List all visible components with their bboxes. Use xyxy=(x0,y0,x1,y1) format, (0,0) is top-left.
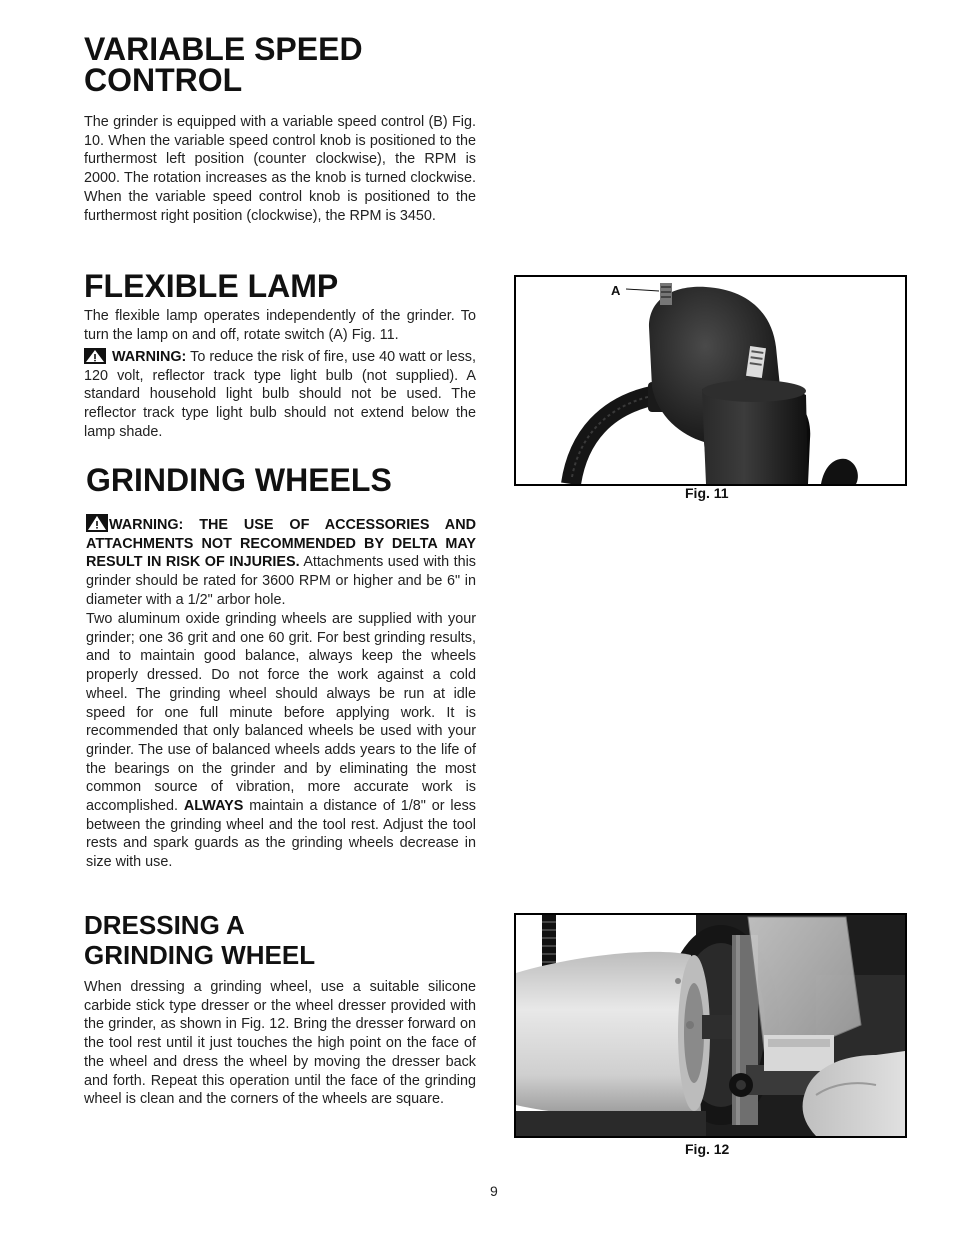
flexible-lamp-warning xyxy=(84,348,476,442)
fig11-label-a: A xyxy=(611,283,621,298)
grinding-wheels-warning-text: Attachments used with this grinder should be rated for 3600 RPM or higher and be 6" in diameter with a 1/2" arbor hole. xyxy=(86,554,476,608)
variable-speed-title-line1: VARIABLE SPEED xyxy=(84,31,363,67)
fig11-photo xyxy=(514,275,907,486)
grinding-wheels-body xyxy=(86,610,476,872)
variable-speed-title-line2: CONTROL xyxy=(84,62,243,98)
grinding-wheels-warning-bold: WARNING: THE USE OF ACCESSORIES AND ATTACHMENTS NOT RECOMMENDED BY DELTA MAY RESULT IN RISK OF INJURIES. xyxy=(86,517,476,571)
flexible-lamp-warning-text: To reduce the risk of fire, use 40 watt or less, 120 volt, reflector track type light bulb (not supplied). A standard household light bulb should not be used. The reflector track type light bulb should not extend below the lamp shade. xyxy=(84,349,476,440)
fig12-caption: Fig. 12 xyxy=(685,1141,730,1157)
page-number: 9 xyxy=(490,1183,498,1199)
fig12-photo xyxy=(514,913,907,1138)
fig11-caption: Fig. 11 xyxy=(685,485,729,501)
grinding-wheels-body-part1: Two aluminum oxide grinding wheels are supplied with your grinder; one 36 grit and one 60 grit. For best grinding results, and to maintain good balance, always keep the wheels properly dressed. Do not force the work against a cold wheel. The grinding wheel should always be run at idle speed for one full minute before applying work. It is recommended that only balanced wheels be used with your grinder. The use of balanced wheels adds years to the life of the bearings on the grinder and by eliminating the most common source of vibration, more accurate work is accomplished. xyxy=(86,611,476,815)
dressing-title xyxy=(84,910,315,970)
grinding-wheels-warning xyxy=(86,514,476,610)
warning-icon xyxy=(84,348,106,364)
flexible-lamp-title: FLEXIBLE LAMP xyxy=(84,268,339,304)
grinding-wheels-body-part2: maintain a distance of 1/8" or less between the grinding wheel and the tool rest. Adjust the tool rests and spark guards as the grinding wheels decrease in size with use. xyxy=(86,798,477,871)
variable-speed-title xyxy=(84,31,363,98)
flexible-lamp-warning-label: WARNING: xyxy=(112,349,187,365)
grinding-wheels-body-always: ALWAYS xyxy=(183,798,244,815)
dressing-body: When dressing a grinding wheel, use a suitable silicone carbide stick type dresser or the wheel dresser provided with the grinder, as shown in Fig. 12. Bring the dresser forward on the tool rest until it just touches the high point on the face of the wheel and dress the wheel by moving the dresser back and forth. Repeat this operation until the face of the grinding wheel is clean and the corners of the wheels are square. xyxy=(84,979,476,1108)
flexible-lamp-body: The flexible lamp operates independently of the grinder. To turn the lamp on and off, rotate switch (A) Fig. 11. xyxy=(84,308,476,343)
dressing-title-line2: GRINDING WHEEL xyxy=(84,940,316,970)
dressing-title-line1: DRESSING A xyxy=(84,910,245,940)
dressing-illustration xyxy=(516,915,905,1136)
lamp-illustration xyxy=(516,277,905,484)
warning-icon xyxy=(86,514,108,532)
variable-speed-body: The grinder is equipped with a variable speed control (B) Fig. 10. When the variable speed control knob is positioned to the furthermost left position (counter clockwise), the RPM is 2000. The rotation increases as the knob is turned clockwise. When the variable speed control knob is positioned to the furthermost right position (clockwise), the RPM is 3450. xyxy=(84,114,476,224)
grinding-wheels-title: GRINDING WHEELS xyxy=(86,462,392,498)
